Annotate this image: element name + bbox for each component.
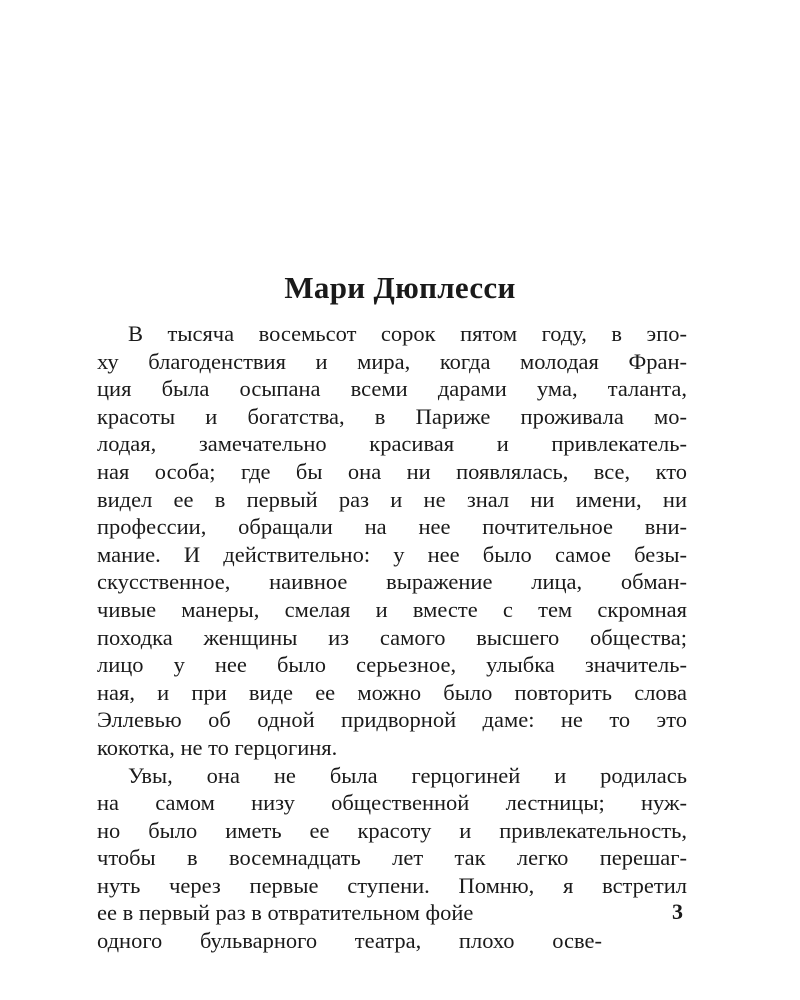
page-number: 3 [672, 899, 683, 924]
chapter-title: Мари Дюплесси [284, 270, 516, 305]
text-line: но было иметь ее красоту и привлекательность, [97, 817, 687, 843]
text-line: походка женщины из самого высшего общества; [97, 624, 687, 650]
text-line: ная, и при виде ее можно было повторить слова [97, 679, 687, 705]
text-line: Увы, она не была герцогиней и родилась [128, 762, 687, 788]
text-line: ху благоденствия и мира, когда молодая Фран- [97, 348, 687, 374]
text-line: видел ее в первый раз и не знал ни имени, ни [97, 486, 687, 512]
text-line: Эллевью об одной придворной даме: не то это [97, 707, 687, 733]
text-line: чивые манеры, смелая и вместе с тем скромная [97, 596, 687, 622]
text-line: одного бульварного театра, плохо осве- [97, 928, 602, 954]
text-line: лицо у нее было серьезное, улыбка значитель- [97, 652, 687, 678]
chapter-body [97, 320, 687, 955]
text-line: кокотка, не то герцогиня. [97, 734, 338, 760]
text-line: красоты и богатства, в Париже проживала мо- [97, 403, 687, 429]
text-line: мание. И действительно: у нее было самое безы- [97, 541, 687, 567]
text-line: ная особа; где бы она ни появлялась, все, кто [97, 458, 687, 484]
text-line: нуть через первые ступени. Помню, я встретил [97, 872, 687, 898]
text-line: ее в первый раз в отвратительном фойе [97, 900, 474, 926]
text-line: ция была осыпана всеми дарами ума, таланта, [97, 376, 687, 402]
text-line: В тысяча восемьсот сорок пятом году, в эпо- [128, 321, 687, 346]
text-line: скусственное, наивное выражение лица, обман- [97, 569, 687, 595]
text-line: на самом низу общественной лестницы; нуж- [97, 790, 687, 816]
text-line: профессии, обращали на нее почтительное вни- [97, 514, 687, 540]
text-line: лодая, замечательно красивая и привлекатель- [97, 431, 687, 457]
text-line: чтобы в восемнадцать лет так легко перешаг- [97, 845, 687, 871]
